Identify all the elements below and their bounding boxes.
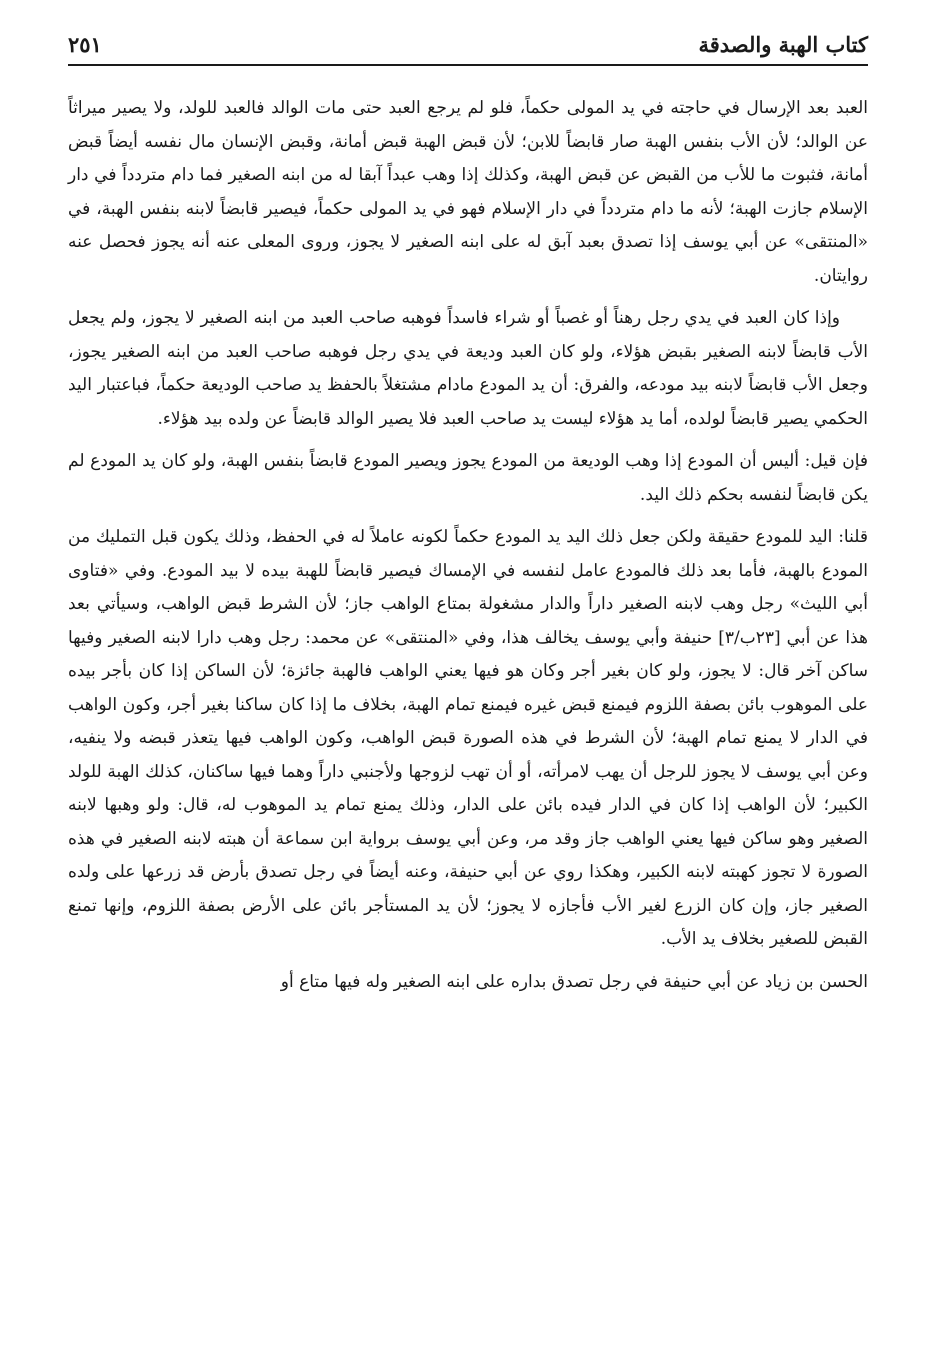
paragraph-2: وإذا كان العبد في يدي رجل رهناً أو غصباً أو شراء فاسداً فوهبه صاحب العبد من ابنه الصغير لا يجوز، ولم يجعل الأب قابضاً لابنه الصغير بقبض هؤلاء، ولو كان العبد وديعة في يدي رجل فوهبه صاحب العبد من ابنه الصغير يجوز، وجعل الأب قابضاً لابنه بيد مودعه، والفرق: أن يد المودع مادام مشتغلاً بالحفظ يد صاحب الوديعة حكماً، فباعتبار اليد الحكمي يصير قابضاً لولده، أما يد هؤلاء ليست يد صاحب العبد فلا يصير الوالد قابضاً عن ولده بيد هؤلاء.: [68, 308, 868, 429]
page-body: [68, 92, 868, 999]
book-page: [68, 28, 868, 1008]
paragraph-1: العبد بعد الإرسال في حاجته في يد المولى حكماً، فلو لم يرجع العبد حتى مات الوالد فالعبد للولد، ولا يصير ميراثاً عن الوالد؛ لأن الأب بنفس الهبة صار قابضاً للابن؛ لأن قبض الهبة قبض أمانة، وقبض الإنسان مال نفسه أيضاً قبض أمانة، فثبوت ما للأب من القبض عن قبض الهبة، وكذلك إذا وهب عبداً آبقا له من ابنه الصغير فما دام متردداً في دار الإسلام جازت الهبة؛ لأنه ما دام متردداً في دار الإسلام فهو في يد المولى حكماً، فيصير قابضاً لابنه بنفس الهبة، في «المنتقى» عن أبي يوسف إذا تصدق بعبد آبق له على ابنه الصغير لا يجوز، وروى المعلى عنه أنه يجوز فحصل عنه روايتان.: [68, 98, 868, 286]
page-number: ٢٥١: [68, 32, 102, 57]
chapter-title: كتاب الهبة والصدقة: [698, 32, 868, 57]
page-header: [68, 28, 868, 66]
paragraph-5: الحسن بن زياد عن أبي حنيفة في رجل تصدق بداره على ابنه الصغير وله فيها متاع أو: [280, 971, 868, 992]
paragraph-3: فإن قيل: أليس أن المودع إذا وهب الوديعة من المودع يجوز ويصير المودع قابضاً بنفس الهبة، ولو كان يد المودع لم يكن قابضاً لنفسه بحكم ذلك اليد.: [68, 451, 868, 505]
paragraph-4: قلنا: اليد للمودع حقيقة ولكن جعل ذلك اليد يد المودع حكماً لكونه عاملاً له في الحفظ، وذلك يكون قبل التمليك من المودع بالهبة، فأما بعد ذلك فالمودع عامل لنفسه في الإمساك فيصير قابضاً للهبة بيده لا بيد المودع. وفي «فتاوى أبي الليث» رجل وهب لابنه الصغير داراً والدار مشغولة بمتاع الواهب جاز؛ لأن الشرط قبض الواهب، وسيأتي بعد هذا عن أبي [٢٣ب/٣] حنيفة وأبي يوسف يخالف هذا، وفي «المنتقى» عن محمد: رجل وهب دارا لابنه الصغير وفيها ساكن آخر قال: لا يجوز، ولو كان بغير أجر وكان هو فيها يعني الواهب فالهبة جائزة؛ لأن الساكن إذا كان بأجر بيده على الموهوب بائن بصفة اللزوم فيمنع قبض غيره فيمنع تمام الهبة، بخلاف ما إذا كان ساكنا بغير أجر، وكون الواهب في الدار لا يمنع تمام الهبة؛ لأن الشرط في هذه الصورة قبض الواهب، وكون الواهب فيها يتعذر قبضه ولا ينفيه، وعن أبي يوسف لا يجوز للرجل أن يهب لامرأته، أو أن تهب لزوجها ولأجنبي داراً وهما فيها ساكنان، كذلك الهبة للولد الكبير؛ لأن الواهب إذا كان في الدار فيده بائن على الدار، وذلك يمنع تمام يد الموهوب له، قال: ولو وهبها لابنه الصغير وهو ساكن فيها يعني الواهب جاز وقد مر، وعن أبي يوسف برواية ابن سماعة أن هبته لابنه الصغير في هذه الصورة لا تجوز كهبته لابنه الكبير، وهكذا روي عن أبي حنيفة، وعنه أيضاً في رجل تصدق بأرض قد زرعها على ولده الصغير جاز، وإن كان الزرع لغير الأب فأجازه لا يجوز؛ لأن يد المستأجر بائن على الأرض بصفة اللزوم، وإنها تمنع القبض للصغير بخلاف يد الأب.: [68, 527, 868, 949]
